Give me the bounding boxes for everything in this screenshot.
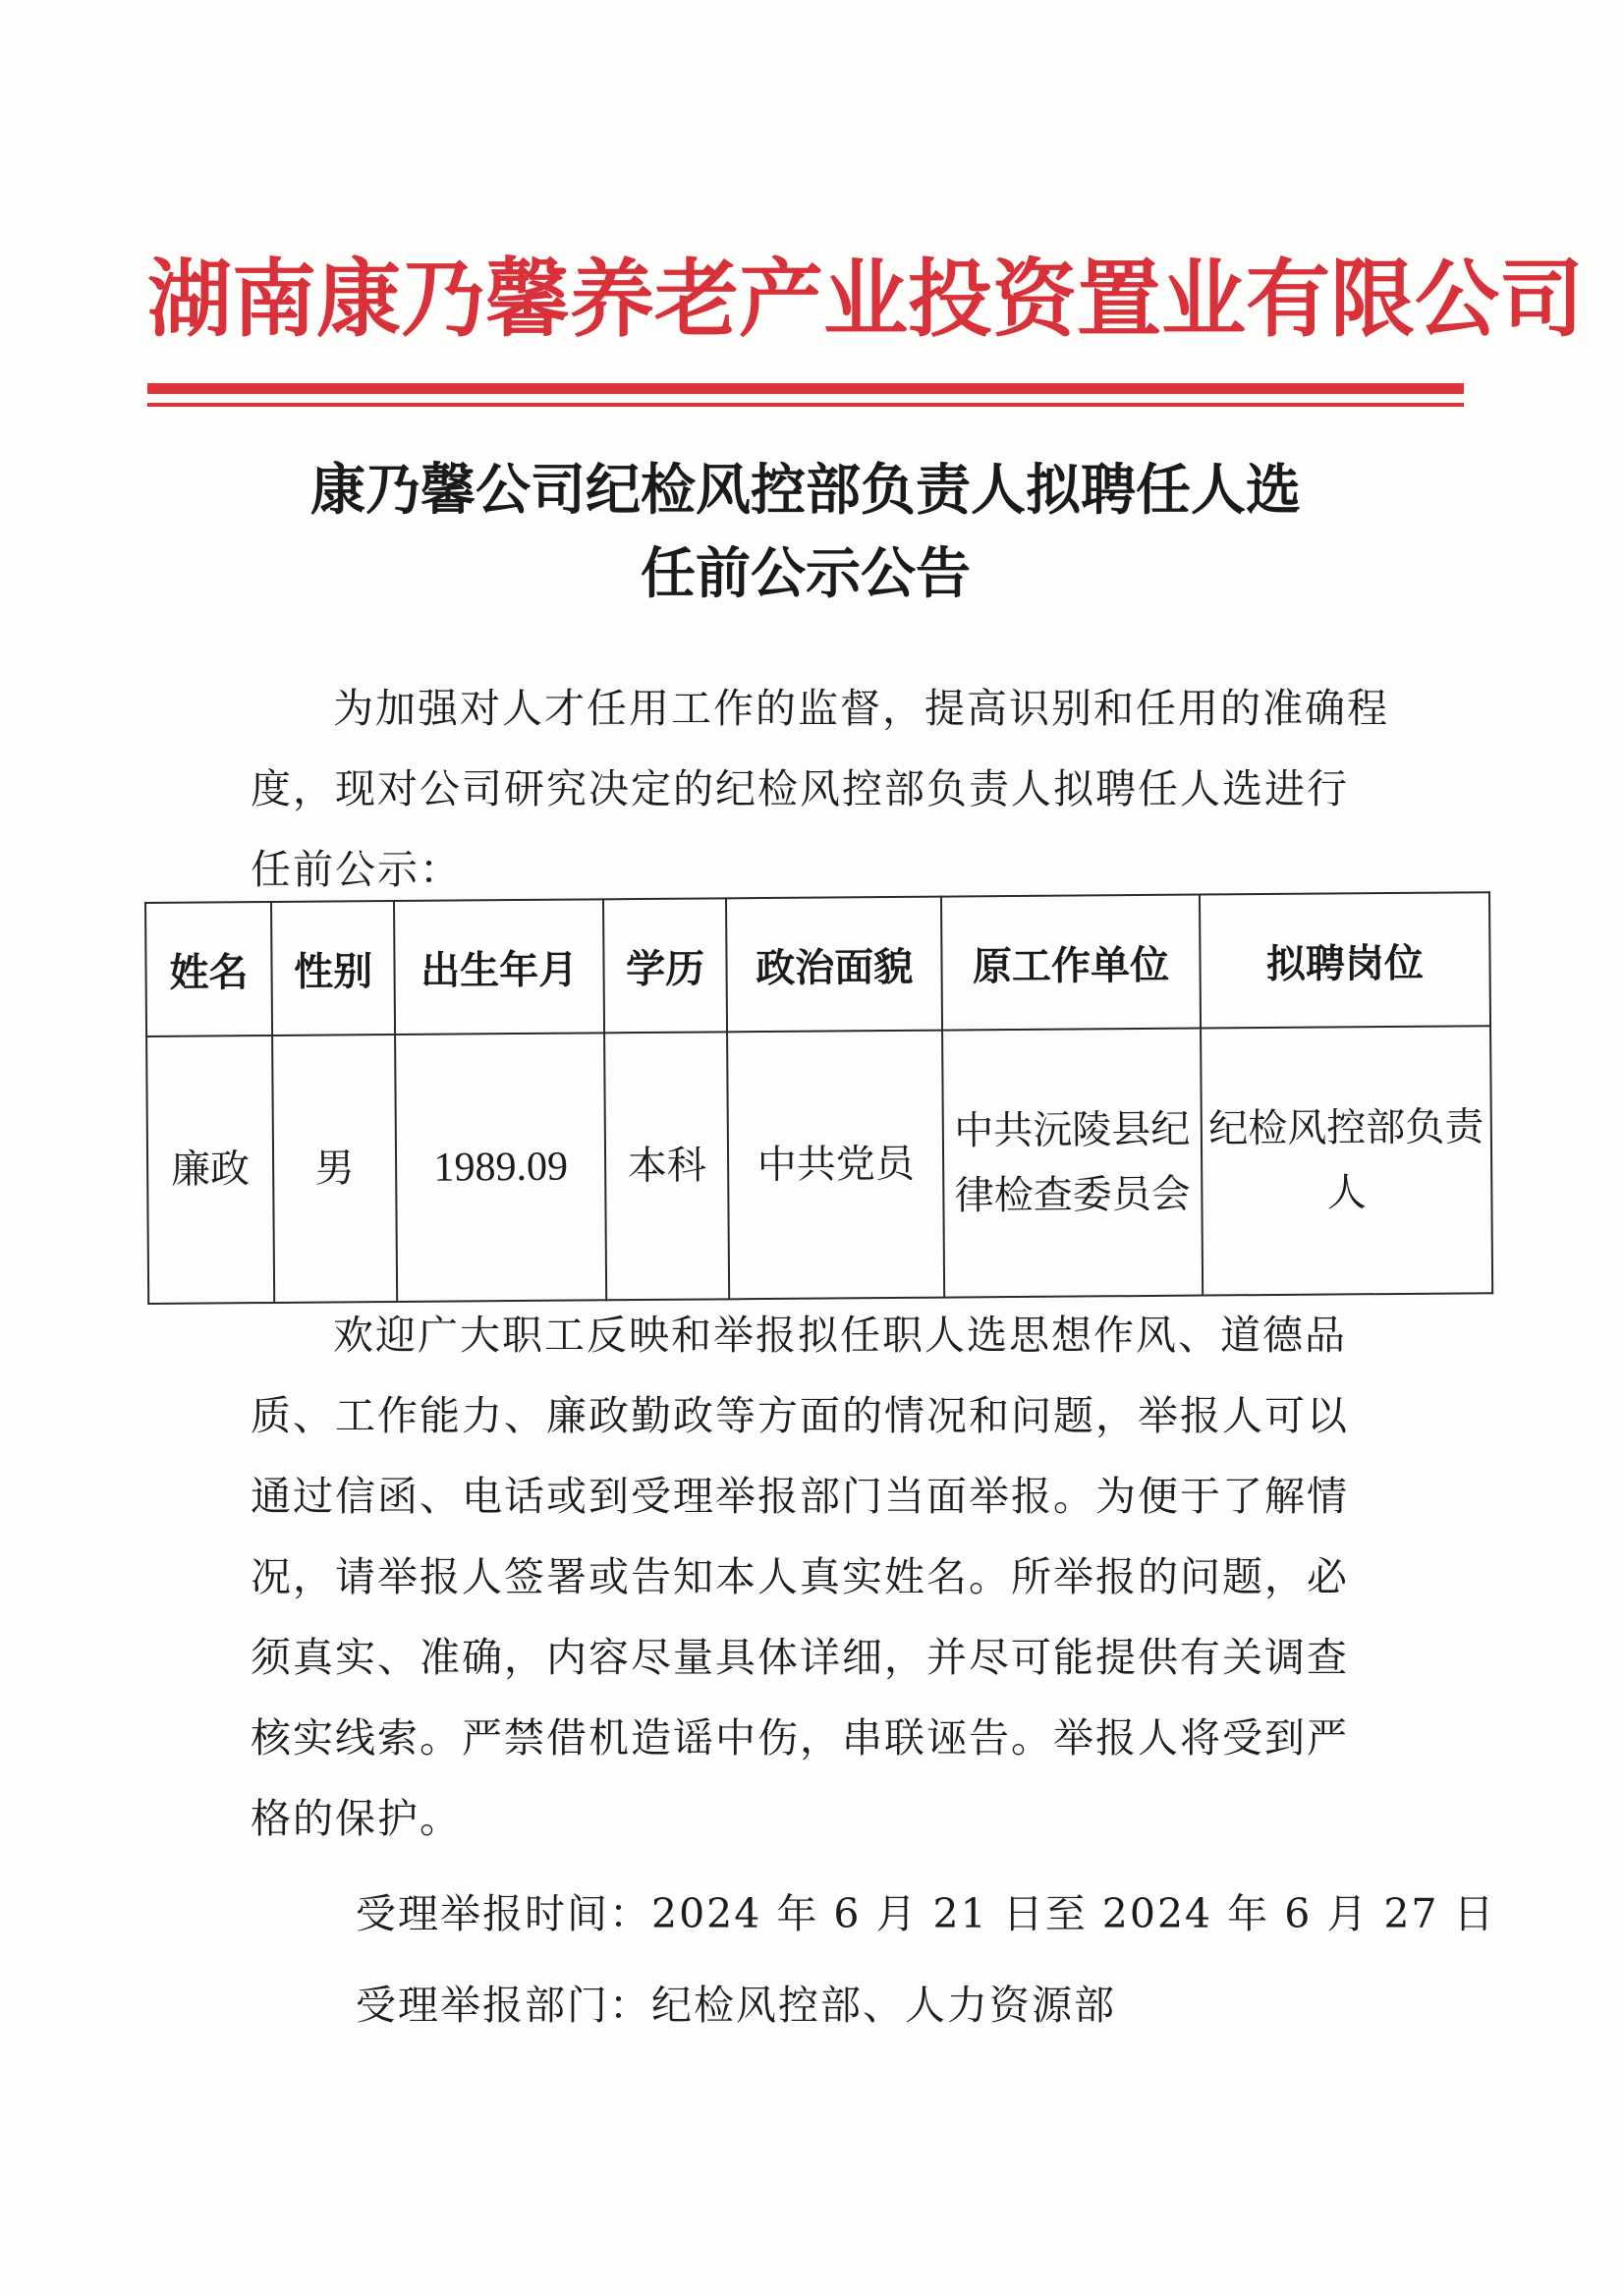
header-birth: 出生年月 <box>394 899 604 1035</box>
candidate-table <box>144 891 1493 1305</box>
cell-political-status: 中共党员 <box>727 1031 944 1300</box>
table-row <box>146 1026 1492 1304</box>
document-title-line2: 任前公示公告 <box>641 542 971 606</box>
header-former-unit: 原工作单位 <box>941 895 1201 1031</box>
header-political-status: 政治面貌 <box>726 897 942 1033</box>
document-title-line1: 康乃馨公司纪检风控部负责人拟聘任人选 <box>310 459 1301 523</box>
letterhead-red-rule-thick <box>147 383 1464 394</box>
cell-name: 廉政 <box>146 1036 274 1304</box>
body-paragraph: 欢迎广大职工反映和举报拟任职人选思想作风、道德品质、工作能力、廉政勤政等方面的情况和问题，举报人可以通过信函、电话或到受理举报部门当面举报。为便于了解情况，请举报人签署或告知本人真实姓名。所举报的问题，必须真实、准确，内容尽量具体详细，并尽可能提供有关调查核实线索。严禁借机造谣中伤，串联诬告。举报人将受到严格的保护。 <box>251 1312 1349 1842</box>
cell-former-unit: 中共沅陵县纪律检查委员会 <box>942 1029 1203 1298</box>
cell-gender: 男 <box>272 1035 398 1303</box>
cell-position: 纪检风控部负责人 <box>1201 1026 1492 1295</box>
cell-education: 本科 <box>604 1032 730 1300</box>
report-department: 受理举报部门：纪检风控部、人力资源部 <box>356 1982 1116 2029</box>
table-header-row <box>145 892 1490 1036</box>
header-name: 姓名 <box>145 902 272 1036</box>
letterhead-company-name: 湖南康乃馨养老产业投资置业有限公司 <box>147 250 1584 349</box>
header-gender: 性别 <box>271 901 396 1036</box>
header-position: 拟聘岗位 <box>1200 892 1490 1028</box>
report-time: 受理举报时间：2024 年 6 月 21 日至 2024 年 6 月 27 日 <box>356 1890 1496 1937</box>
cell-birth: 1989.09 <box>395 1033 606 1302</box>
header-education: 学历 <box>603 898 728 1033</box>
letterhead-red-rule-thin <box>147 403 1464 407</box>
intro-paragraph: 为加强对人才任用工作的监督，提高识别和任用的准确程度，现对公司研究决定的纪检风控部负责人拟聘任人选进行任前公示： <box>251 685 1389 893</box>
